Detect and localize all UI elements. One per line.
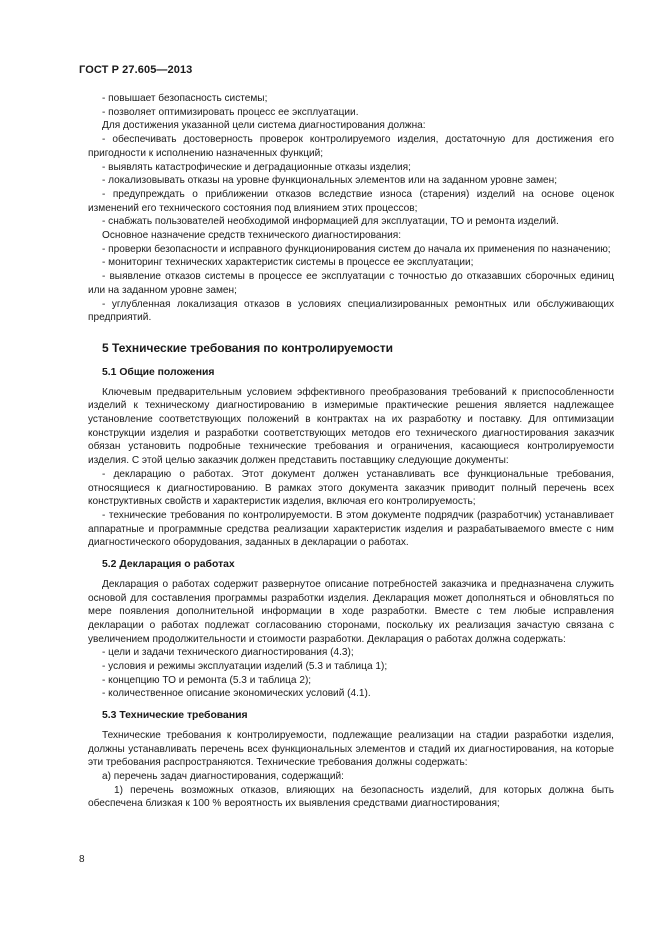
list-item: - локализовывать отказы на уровне функциональных элементов или на заданном уровне замен;: [102, 175, 558, 187]
subsection-heading: 5.3 Технические требования: [102, 710, 248, 722]
list-item: - цели и задачи технического диагностирования (4.3);: [102, 647, 354, 659]
list-item: - проверки безопасности и исправного функционирования систем до начала их применения по назначению;: [102, 243, 611, 255]
list-item: - концепцию ТО и ремонта (5.3 и таблица 2);: [102, 674, 312, 686]
list-item: - снабжать пользователей необходимой информацией для эксплуатации, ТО и ремонта изделий.: [102, 216, 559, 228]
list-item: - технические требования по контролируемости. В этом документе подрядчик (разработчик) устанавливает аппаратные и программные средства реализации характеристик изделия и разрабатываемого вместе с ним диагностического оборудования, заданных в декларации о работах.: [88, 509, 614, 549]
page-number: 8: [79, 854, 85, 865]
paragraph: Для достижения указанной цели система диагностирования должна:: [102, 120, 426, 132]
paragraph: Ключевым предварительным условием эффективного преобразования требований к приспособленности изделий к техническому диагностированию в измеримые практические решения является надлежащее установление соответствующих положений в контрактах на их разработку и поставку. Для оптимизации конструкции изделия и разработки соответствующих методов его технического диагностирования заказчик обязан установить подробные технические требования и ограничения, касающиеся контролируемости изделия. С этой целью заказчик должен представить поставщику следующие документы:: [88, 386, 614, 467]
list-item: - выявление отказов системы в процессе ее эксплуатации с точностью до отказавших сборочных единиц или на заданном уровне замен;: [88, 271, 614, 296]
standard-id: ГОСТ Р 27.605—2013: [79, 64, 193, 76]
paragraph: Технические требования к контролируемости, подлежащие реализации на стадии разработки изделия, должны устанавливать перечень всех функциональных элементов и стадий их диагностирования, на которые эти требования распространяются. Технические требования должны содержать:: [88, 729, 614, 769]
list-item: 1) перечень возможных отказов, влияющих на безопасность изделий, для которых должна быть обеспечена близкая к 100 % вероятность их выявления средствами диагностирования;: [88, 784, 614, 810]
list-item: - условия и режимы эксплуатации изделий (5.3 и таблица 1);: [102, 661, 388, 673]
paragraph: Основное назначение средств технического диагностирования:: [102, 230, 401, 242]
list-item: - углубленная локализация отказов в условиях специализированных ремонтных или обслуживающих предприятий.: [88, 298, 614, 324]
list-item: - декларацию о работах. Этот документ должен устанавливать все функциональные требования, относящиеся к диагностированию. В рамках этого документа заказчик приводит полный перечень всех конструктивных свойств и характеристик изделия, включая его контролируемость;: [88, 468, 614, 508]
list-item: а) перечень задач диагностирования, содержащий:: [102, 770, 344, 782]
document-body: [88, 92, 614, 811]
subsection-heading: 5.1 Общие положения: [102, 366, 215, 378]
list-item: - предупреждать о приближении отказов вследствие износа (старения) изделий на основе оценок изменений его технического состояния под влиянием этих процессов;: [88, 188, 614, 214]
section-heading: 5 Технические требования по контролируемости: [102, 340, 394, 355]
list-item: - повышает безопасность системы;: [102, 93, 268, 104]
paragraph: Декларация о работах содержит развернутое описание потребностей заказчика и предназначена служить основой для составления программы разработки изделия. Декларация может дополняться и обновляться по мере появления дополнительной информации в ходе разработки. Вместе с тем любые исправления декларации о работах подлежат согласованию сторонами, поскольку их реализация зачастую связана с увеличением продолжительности и стоимости разработки. Декларация о работах должна содержать:: [88, 578, 614, 645]
list-item: - количественное описание экономических условий (4.1).: [102, 688, 371, 700]
list-item: - выявлять катастрофические и деградационные отказы изделия;: [102, 161, 411, 173]
list-item: - обеспечивать достоверность проверок контролируемого изделия, достаточную для достижения его пригодности к исполнению назначенных функций;: [88, 134, 614, 159]
list-item: - мониторинг технических характеристик системы в процессе ее эксплуатации;: [102, 257, 474, 269]
subsection-heading: 5.2 Декларация о работах: [102, 559, 235, 571]
list-item: - позволяет оптимизировать процесс ее эксплуатации.: [102, 106, 359, 118]
